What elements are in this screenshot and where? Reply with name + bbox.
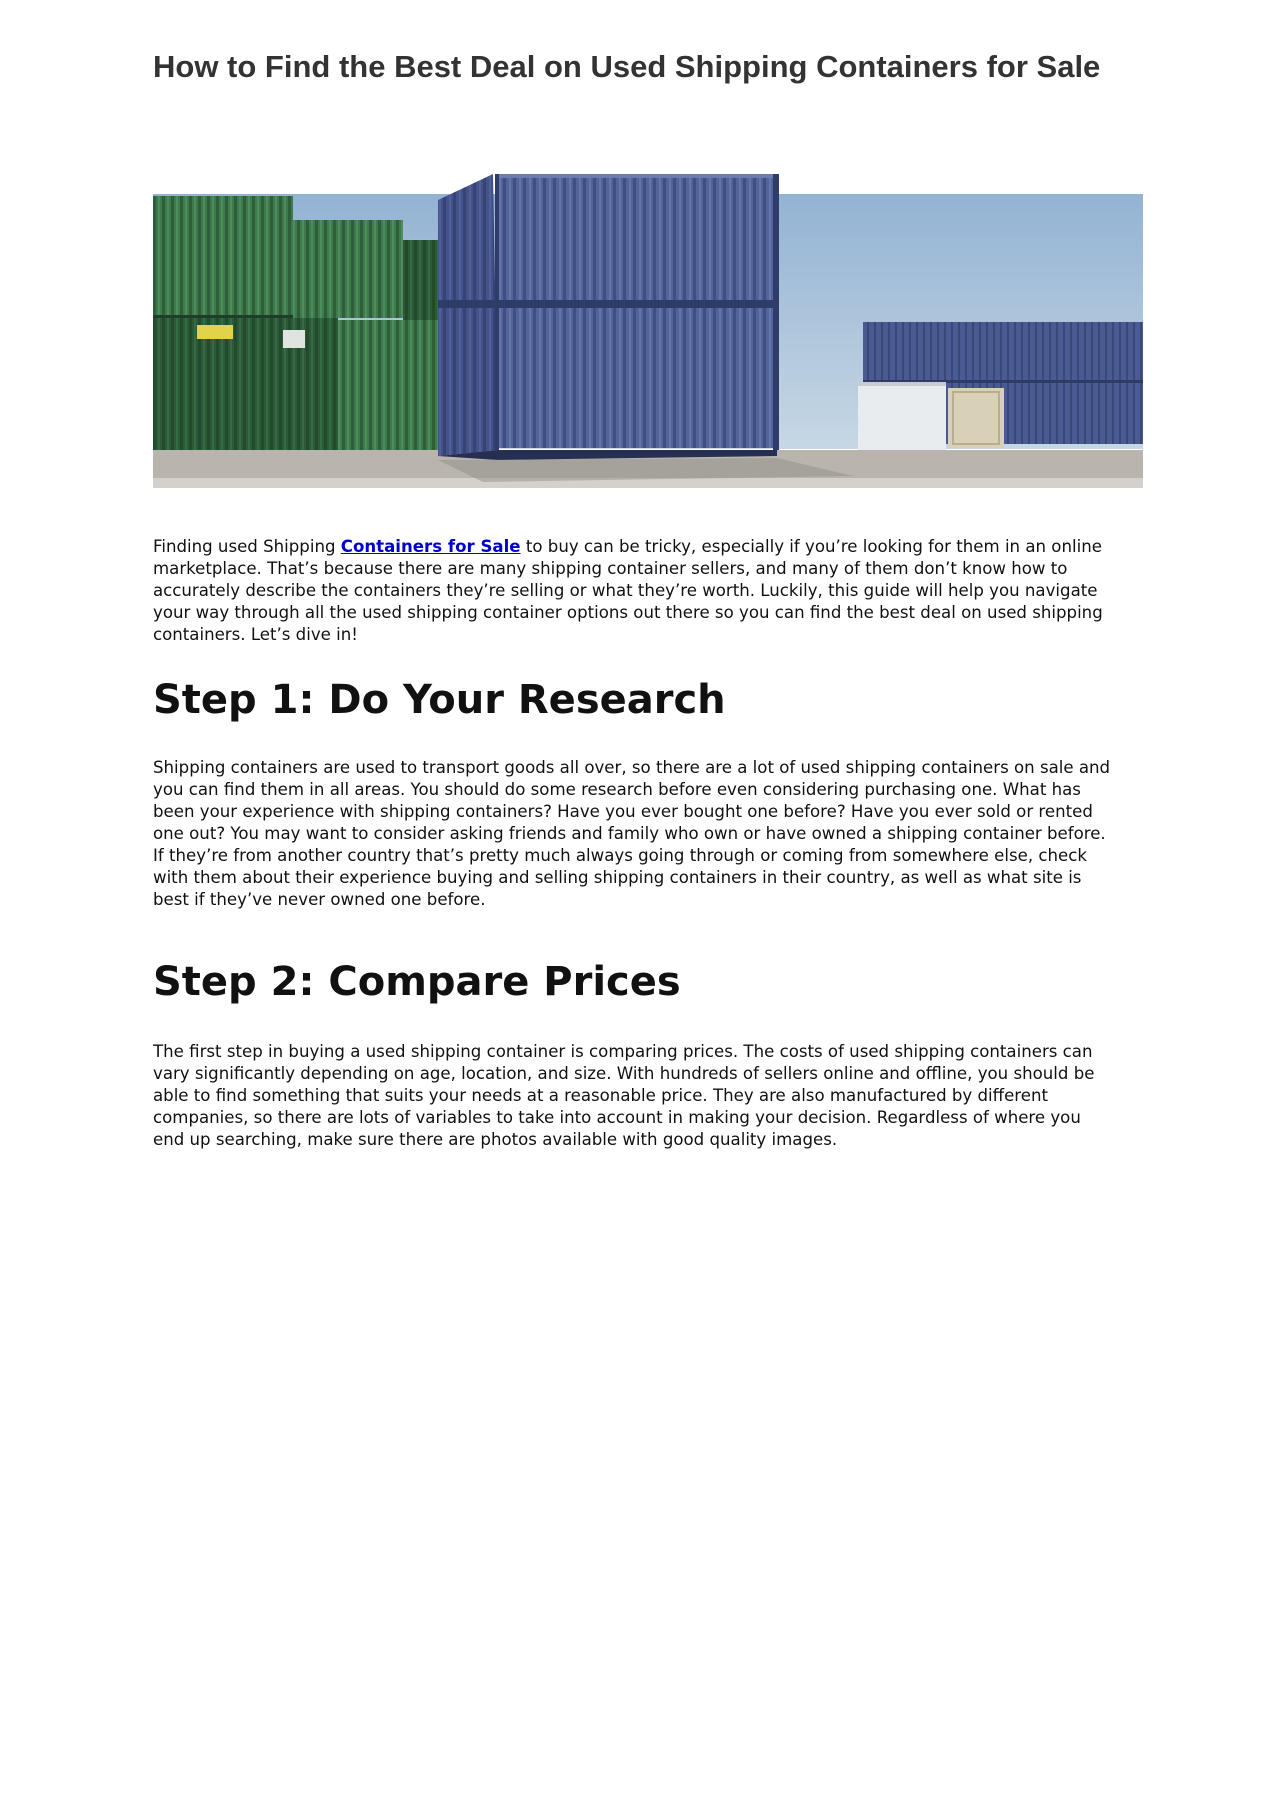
intro-paragraph <box>153 536 1113 646</box>
step-2-heading: Step 2: Compare Prices <box>153 959 681 1005</box>
containers-illustration <box>153 160 1143 515</box>
step-2-body: The first step in buying a used shipping container is comparing prices. The costs of used shipping containers can vary significantly depending on age, location, and size. With hundreds of sellers online and offline, you should be able to find something that suits your needs at a reasonable price. They are also manufactured by different companies, so there are lots of variables to take into account in making your decision. Regardless of where you end up searching, make sure there are photos available with good quality images. <box>153 1042 1095 1149</box>
article-title: How to Find the Best Deal on Used Shipping Containers for Sale <box>153 49 1101 84</box>
shipping-containers-photo <box>153 160 1143 515</box>
intro-text-end: to buy can be tricky, especially if you’re looking for them in an online marketplace. That’s because there are many shipping container sellers, and many of them don’t know how to accurately describe the containers they’re selling or what they’re worth. Luckily, this guide will help you navigate your way through all the used shipping container options out there so you can find the best deal on used shipping containers. Let’s dive in! <box>153 537 1103 644</box>
step-1-heading: Step 1: Do Your Research <box>153 677 726 723</box>
step-1-body: Shipping containers are used to transport goods all over, so there are a lot of used shipping containers on sale and you can find them in all areas. You should do some research before even considering purchasing one. What has been your experience with shipping containers? Have you ever bought one before? Have you ever sold or rented one out? You may want to consider asking friends and family who own or have owned a shipping container before. If they’re from another country that’s pretty much always going through or coming from somewhere else, check with them about their experience buying and selling shipping containers in their country, as well as what site is best if they’ve never owned one before. <box>153 758 1111 909</box>
intro-text-start: Finding used Shipping <box>153 537 341 556</box>
containers-for-sale-link[interactable]: Containers for Sale <box>340 537 521 556</box>
